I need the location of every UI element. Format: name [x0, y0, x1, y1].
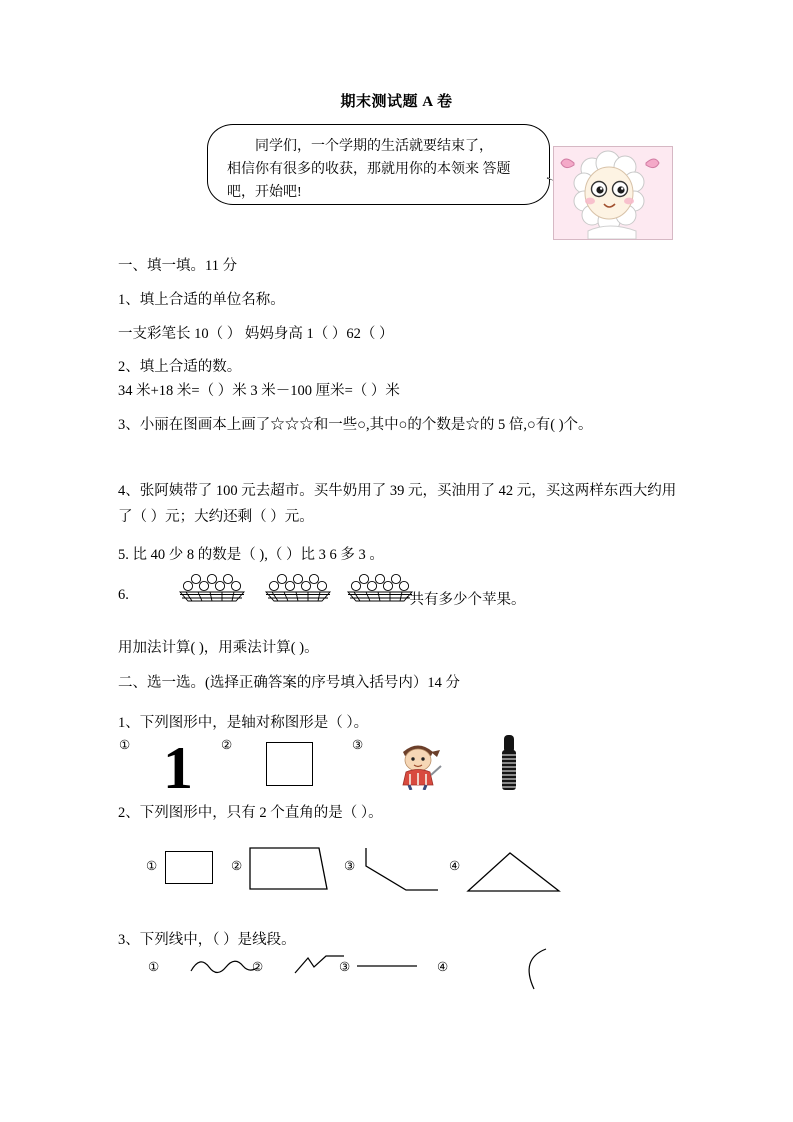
section1-q5: 5. 比 40 少 8 的数是（ ),（ ）比 3 6 多 3 。	[118, 547, 384, 563]
bubble-line-3: 答题吧，开始吧!	[227, 162, 511, 200]
section1-q1: 1、填上合适的单位名称。	[118, 292, 285, 308]
page-title: 期末测试题 A 卷	[340, 94, 453, 110]
cartoon-sheep-icon	[553, 146, 673, 240]
section1-q2-body: 34 米+18 米=（ ）米 3 米－100 厘米=（ ）米	[118, 383, 400, 399]
section1-q6-body: 用加法计算( )，用乘法计算( )。	[118, 640, 319, 656]
section1-q6-tail: 一共有多少个苹果。	[395, 592, 526, 608]
section1-q3: 3、小丽在图画本上画了☆☆☆和一些○,其中○的个数是☆的 5 倍,○有( )个。	[118, 417, 593, 433]
section2-q2: 2、下列图形中，只有 2 个直角的是（ ）。	[118, 805, 383, 821]
option-marker-4: ④	[449, 859, 461, 873]
trapezoid-figure	[249, 847, 329, 892]
pirate-boy-icon	[390, 736, 446, 790]
digit-one-figure: 1	[163, 735, 193, 801]
speech-bubble-text	[227, 135, 532, 204]
section1-q1-body: 一支彩笔长 10（ ） 妈妈身高 1（ ）62（ ）	[118, 326, 394, 342]
option-marker-3: ③	[352, 738, 364, 752]
rectangle-figure	[165, 851, 213, 884]
section1-q6-number: 6.	[118, 587, 129, 603]
option-marker-3: ③	[339, 960, 351, 974]
option-marker-2: ②	[252, 960, 264, 974]
bubble-line-1: 同学们，一个学期的生活就要结束了，	[255, 139, 493, 154]
arc-curve-figure	[516, 948, 552, 992]
speech-bubble	[207, 124, 552, 207]
option-marker-1: ①	[148, 960, 160, 974]
apple-basket-icon	[258, 572, 340, 602]
option-marker-4: ④	[437, 960, 449, 974]
apple-basket-icon	[172, 572, 254, 602]
triangle-figure	[466, 850, 562, 894]
option-marker-2: ②	[231, 859, 243, 873]
segment-figure	[356, 962, 418, 970]
section1-q2: 2、填上合适的数。	[118, 359, 242, 375]
comb-icon	[498, 735, 520, 791]
bubble-line-2: 相信你有很多的收获，那就用你的本领来	[227, 162, 479, 177]
square-figure	[266, 742, 313, 786]
right-angle-polyline-figure	[362, 846, 440, 892]
option-marker-1: ①	[146, 859, 158, 873]
option-marker-3: ③	[344, 859, 356, 873]
section2-q3: 3、下列线中，（ ）是线段。	[118, 932, 296, 948]
option-marker-1: ①	[119, 738, 131, 752]
wavy-line-figure	[190, 955, 258, 977]
section1-q4: 4、张阿姨带了 100 元去超市。买牛奶用了 39 元，买油用了 42 元，买这两样东西大约用了（ ）元；大约还剩（ ）元。	[118, 483, 677, 525]
option-marker-2: ②	[221, 738, 233, 752]
section2-heading: 二、选一选。(选择正确答案的序号填入括号内）14 分	[118, 675, 460, 691]
section1-heading: 一、填一填。11 分	[118, 258, 238, 274]
section2-q1: 1、下列图形中，是轴对称图形是（ ）。	[118, 715, 369, 731]
